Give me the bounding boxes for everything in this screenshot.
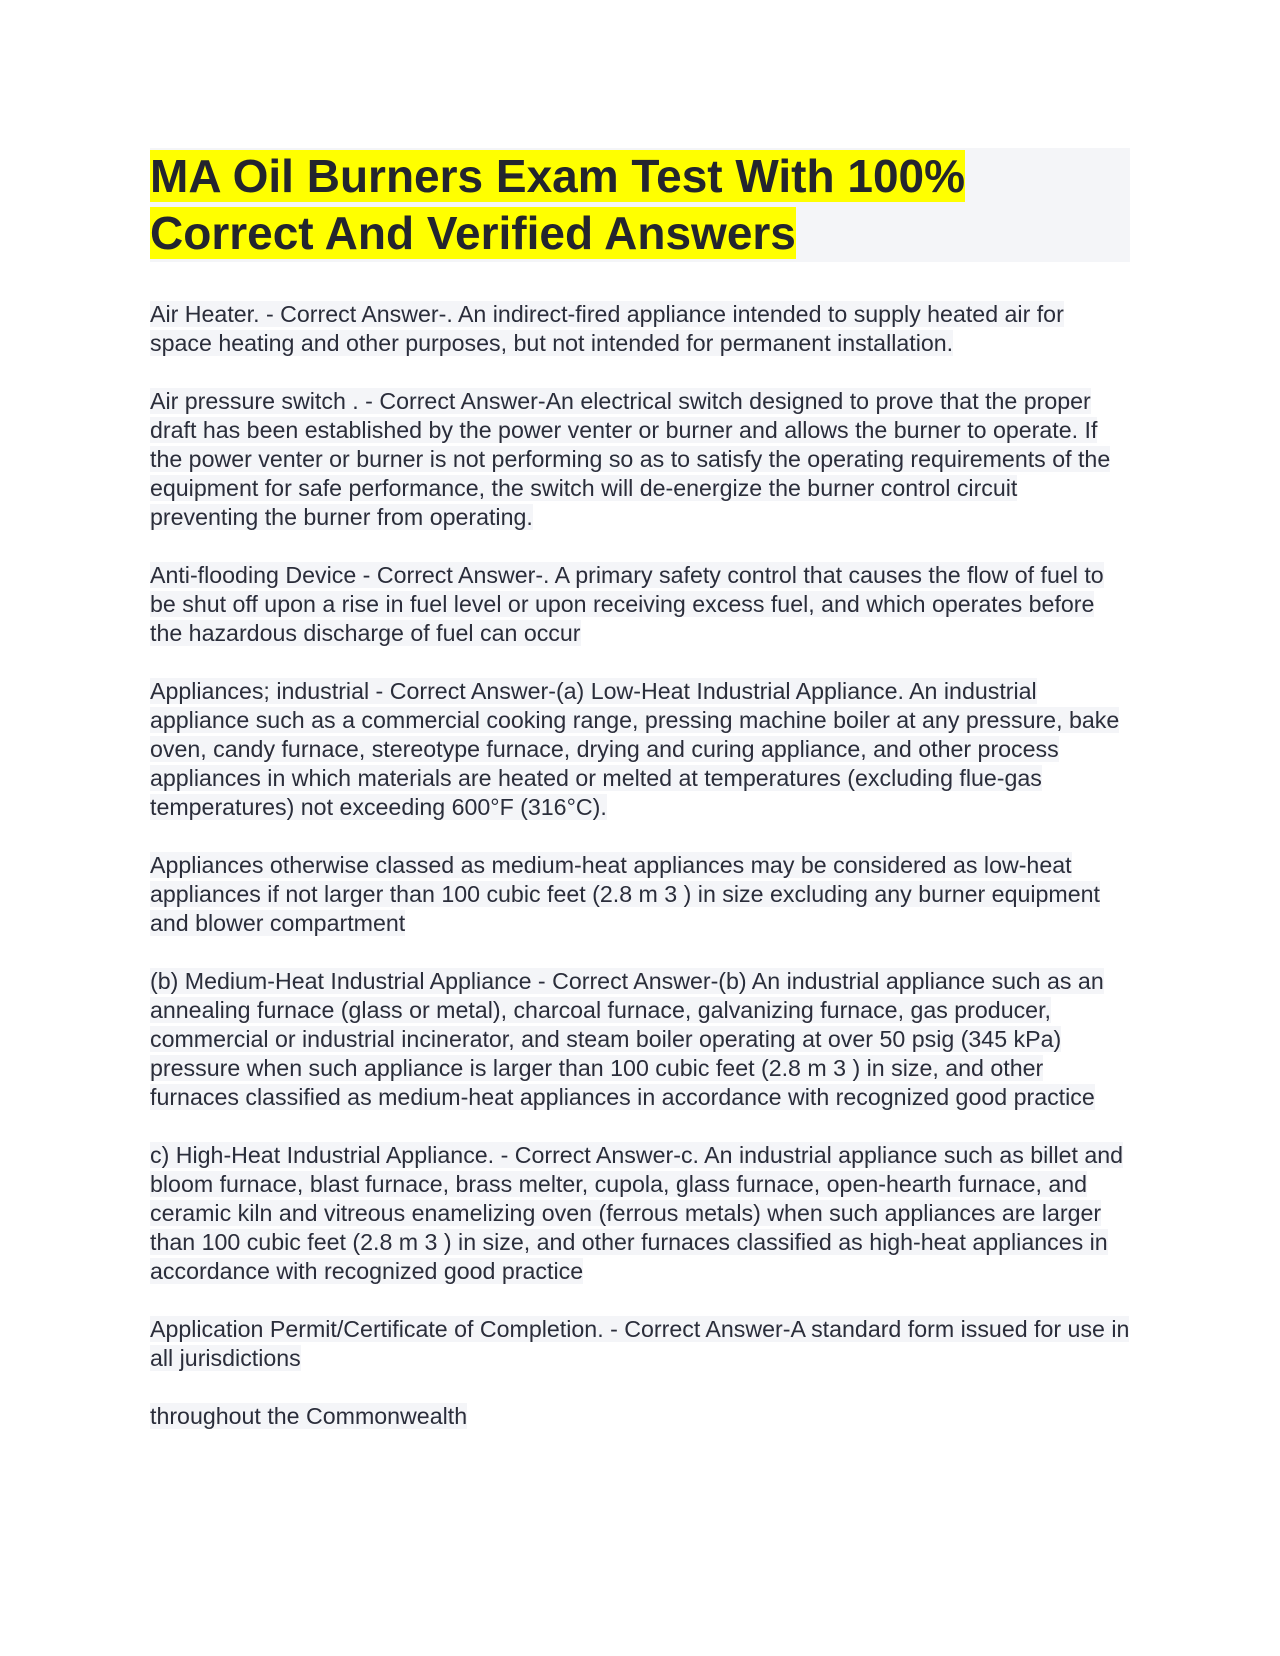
paragraph-high-heat-appliance [150,1141,1130,1286]
document-page [150,148,1130,1460]
paragraph-appliances-industrial [150,677,1130,822]
title-line-1: MA Oil Burners Exam Test With 100% [150,150,966,202]
document-title [150,148,1130,262]
paragraph-appliances-otherwise-classed [150,851,1130,938]
paragraph-text: Air Heater. - Correct Answer-. An indirect-fired appliance intended to supply heated air for space heating and other purposes, but not intended for permanent installation. [150,301,1064,356]
paragraph-anti-flooding-device [150,561,1130,648]
paragraph-text: Appliances; industrial - Correct Answer-(a) Low-Heat Industrial Appliance. An industrial appliance such as a commercial cooking range, pressing machine boiler at any pressure, bake oven, candy furnace, stereotype furnace, drying and curing appliance, and other process appliances in which materials are heated or melted at temperatures (excluding flue-gas temperatures) not exceeding 600°F (316°C). [150,678,1120,820]
paragraph-text: Application Permit/Certificate of Completion. - Correct Answer-A standard form issued for use in all jurisdictions [150,1316,1130,1371]
paragraph-text: Anti-flooding Device - Correct Answer-. A primary safety control that causes the flow of fuel to be shut off upon a rise in fuel level or upon receiving excess fuel, and which operates before the hazardous discharge of fuel can occur [150,562,1104,646]
paragraph-text: Air pressure switch . - Correct Answer-An electrical switch designed to prove that the proper draft has been established by the power venter or burner and allows the burner to operate. If the power venter or burner is not performing so as to satisfy the operating requirements of the equipment for safe performance, the switch will de-energize the burner control circuit preventing the burner from operating. [150,388,1111,530]
paragraph-text: (b) Medium-Heat Industrial Appliance - Correct Answer-(b) An industrial appliance such as an annealing furnace (glass or metal), charcoal furnace, galvanizing furnace, gas producer, commercial or industrial incinerator, and steam boiler operating at over 50 psig (345 kPa) pressure when such appliance is larger than 100 cubic feet (2.8 m 3 ) in size, and other furnaces classified as medium-heat appliances in accordance with recognized good practice [150,968,1104,1110]
paragraph-application-permit [150,1315,1130,1373]
paragraph-medium-heat-appliance [150,967,1130,1112]
document-title-block [150,148,1130,262]
title-line-2: Correct And Verified Answers [150,207,796,259]
paragraph-text: throughout the Commonwealth [150,1403,468,1429]
paragraph-air-heater [150,300,1130,358]
paragraph-text: c) High-Heat Industrial Appliance. - Correct Answer-c. An industrial appliance such as billet and bloom furnace, blast furnace, brass melter, cupola, glass furnace, open-hearth furnace, and ceramic kiln and vitreous enamelizing oven (ferrous metals) when such appliances are larger than 100 cubic feet (2.8 m 3 ) in size, and other furnaces classified as high-heat appliances in accordance with recognized good practice [150,1142,1124,1284]
paragraph-text: Appliances otherwise classed as medium-heat appliances may be considered as low-heat appliances if not larger than 100 cubic feet (2.8 m 3 ) in size excluding any burner equipment and blower compartment [150,852,1100,936]
paragraph-throughout-commonwealth [150,1402,1130,1431]
paragraph-air-pressure-switch [150,387,1130,532]
